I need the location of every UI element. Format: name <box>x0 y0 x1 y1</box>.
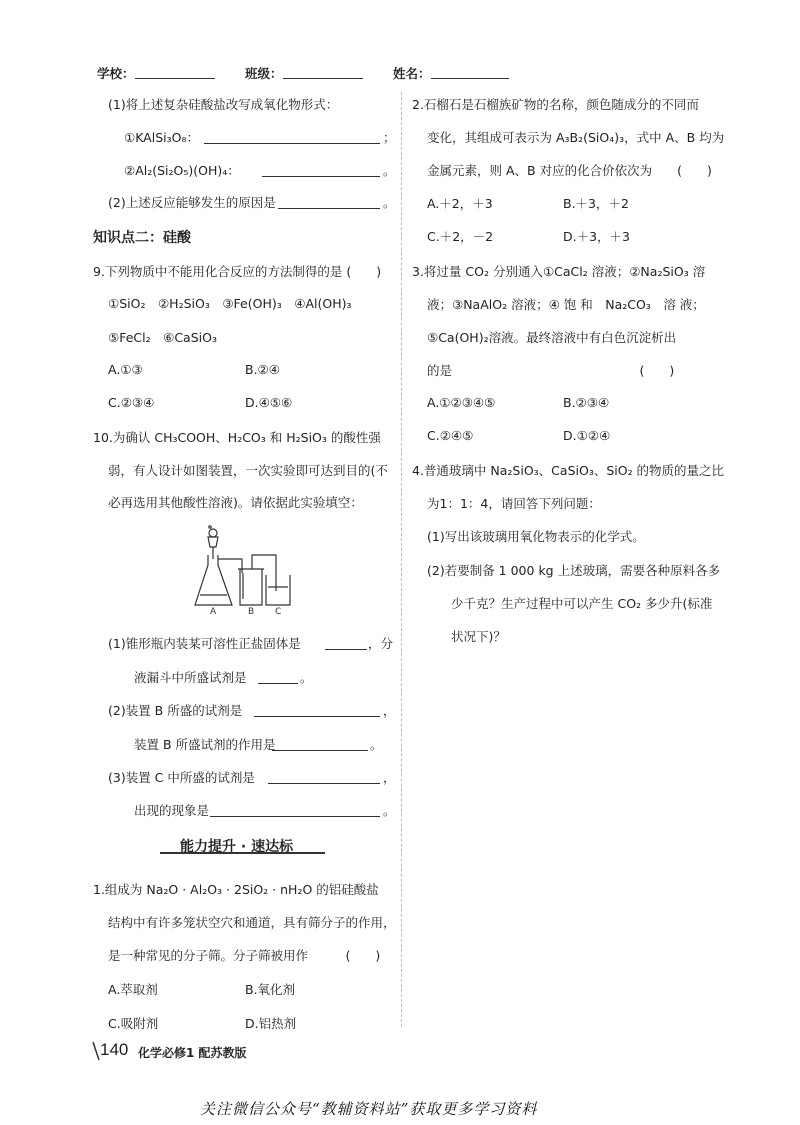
answer-blank[interactable] <box>272 738 368 751</box>
class-field[interactable] <box>283 66 363 79</box>
beaker-c <box>266 575 290 605</box>
book-title: 化学必修1 配苏教版 <box>138 1046 247 1060</box>
q4-sub2: 少千克？生产过程中可以产生 CO₂ 多少升(标准 <box>451 596 713 611</box>
class-label: 班级： <box>245 66 283 81</box>
punct: ，分 <box>368 636 394 651</box>
option-c[interactable]: C.吸附剂 <box>108 1016 159 1031</box>
name-field[interactable] <box>431 66 509 79</box>
q4-line: 为1：1：4，请回答下列问题： <box>427 496 601 511</box>
label-c: C <box>275 607 282 615</box>
option-d[interactable]: D.＋3，＋3 <box>563 229 631 244</box>
option-d[interactable]: D.铝热剂 <box>245 1016 297 1031</box>
erlenmeyer-flask-a <box>195 555 232 605</box>
q10-sub3: 出现的现象是 <box>134 803 210 818</box>
answer-blank[interactable] <box>210 804 380 817</box>
q1-part1-a: ①KAlSi₃O₈： <box>124 130 199 145</box>
label-b: B <box>248 607 255 615</box>
option-b[interactable]: B.＋3，＋2 <box>563 196 629 211</box>
q4-sub1: (1)写出该玻璃用氧化物表示的化学式。 <box>427 529 645 544</box>
name-label: 姓名： <box>393 66 431 81</box>
q3-line: 液；③NaAlO₂ 溶液；④ 饱 和 Na₂CO₃ 溶 液； <box>427 297 705 312</box>
tube-a-to-b <box>218 559 242 573</box>
option-b[interactable]: B.②③④ <box>563 395 610 410</box>
punct: 。 <box>383 195 396 210</box>
punct: ， <box>383 703 396 718</box>
q9-stem: 9.下列物质中不能用化合反应的方法制得的是 ( ) <box>93 264 382 279</box>
answer-blank[interactable] <box>262 164 380 177</box>
answer-blank[interactable] <box>325 637 367 650</box>
answer-blank[interactable] <box>278 196 380 209</box>
q3-line: ⑤Ca(OH)₂溶液。最终溶液中有白色沉淀析出 <box>427 330 677 345</box>
option-b[interactable]: B.②④ <box>245 362 280 377</box>
label-a: A <box>210 607 217 615</box>
q9-items: ⑤FeCl₂ ⑥CaSiO₃ <box>108 330 217 345</box>
option-a[interactable]: A.＋2，＋3 <box>427 196 493 211</box>
q4-line: 4.普通玻璃中 Na₂SiO₃、CaSiO₃、SiO₂ 的物质的量之比 <box>412 463 725 478</box>
p1-line: 1.组成为 Na₂O · Al₂O₃ · 2SiO₂ · nH₂O 的铝硅酸盐 <box>93 882 379 897</box>
answer-blank[interactable] <box>268 771 380 784</box>
punct: 。 <box>383 163 396 178</box>
q10-line: 必再选用其他酸性溶液)。请依据此实验填空： <box>108 495 363 510</box>
school-field[interactable] <box>135 66 215 79</box>
option-d[interactable]: D.①②④ <box>563 428 611 443</box>
q10-sub1: (1)锥形瓶内装某可溶性正盐固体是 <box>108 636 301 651</box>
school-label: 学校： <box>97 66 135 81</box>
q2-line: 变化，其组成可表示为 A₃B₂(SiO₄)₃，式中 A、B 均为 <box>427 130 725 145</box>
tube-b-to-c <box>252 555 276 591</box>
q3-line: 的是 ( ) <box>427 363 675 378</box>
option-c[interactable]: C.＋2，－2 <box>427 229 494 244</box>
q1-part1-b: ②Al₂(Si₂O₅)(OH)₄： <box>124 163 240 178</box>
q9-items: ①SiO₂ ②H₂SiO₃ ③Fe(OH)₃ ④Al(OH)₃ <box>108 296 352 311</box>
answer-blank[interactable] <box>258 671 298 684</box>
p1-line: 是一种常见的分子筛。分子筛被用作 ( ) <box>108 948 381 963</box>
option-c[interactable]: C.②④⑤ <box>427 428 474 443</box>
option-a[interactable]: A.萃取剂 <box>108 982 158 997</box>
q10-line: 弱，有人设计如图装置，一次实验即可达到目的(不 <box>108 463 388 478</box>
q2-line: 2.石榴石是石榴族矿物的名称，颜色随成分的不同而 <box>412 97 699 112</box>
punct: 。 <box>300 670 313 685</box>
q10-line: 10.为确认 CH₃COOH、H₂CO₃ 和 H₂SiO₃ 的酸性强 <box>93 430 381 445</box>
q4-sub2: 状况下)？ <box>451 629 506 644</box>
option-a[interactable]: A.①②③④⑤ <box>427 395 496 410</box>
column-divider <box>401 92 402 1027</box>
q1-part2: (2)上述反应能够发生的原因是 <box>108 195 276 210</box>
option-a[interactable]: A.①③ <box>108 362 143 377</box>
option-c[interactable]: C.②③④ <box>108 395 155 410</box>
option-b[interactable]: B.氧化剂 <box>245 982 296 997</box>
q10-sub1: 液漏斗中所盛试剂是 <box>134 670 247 685</box>
punct: ； <box>383 130 396 145</box>
answer-blank[interactable] <box>204 131 380 144</box>
punct: ， <box>383 770 396 785</box>
section-banner-title: 能力提升 · 速达标 <box>180 839 294 855</box>
option-d[interactable]: D.④⑤⑥ <box>245 395 293 410</box>
punct: 。 <box>370 737 383 752</box>
q2-line: 金属元素，则 A、B 对应的化合价依次为 ( ) <box>427 163 712 178</box>
funnel-stopcock <box>209 529 217 537</box>
promo-text: 关注微信公众号“教辅资料站”获取更多学习资料 <box>200 1100 538 1118</box>
p1-line: 结构中有许多笼状空穴和通道，具有筛分子的作用， <box>108 915 396 930</box>
q1-part1-stem: (1)将上述复杂硅酸盐改写成氧化物形式： <box>108 97 339 112</box>
section-banner-rule <box>160 852 325 854</box>
q3-line: 3.将过量 CO₂ 分别通入①CaCl₂ 溶液；②Na₂SiO₃ 溶 <box>412 264 706 279</box>
q10-sub3: (3)装置 C 中所盛的试剂是 <box>108 770 255 785</box>
apparatus-diagram <box>190 525 320 615</box>
q10-sub2: 装置 B 所盛试剂的作用是 <box>134 737 276 752</box>
page-number: 140 <box>100 1040 129 1059</box>
section-heading: 知识点二：硅酸 <box>93 230 191 246</box>
q4-sub2: (2)若要制备 1 000 kg 上述玻璃，需要各种原料各多 <box>427 563 721 578</box>
separatory-funnel <box>208 537 218 547</box>
answer-blank[interactable] <box>254 704 380 717</box>
q10-sub2: (2)装置 B 所盛的试剂是 <box>108 703 243 718</box>
punct: 。 <box>383 803 396 818</box>
